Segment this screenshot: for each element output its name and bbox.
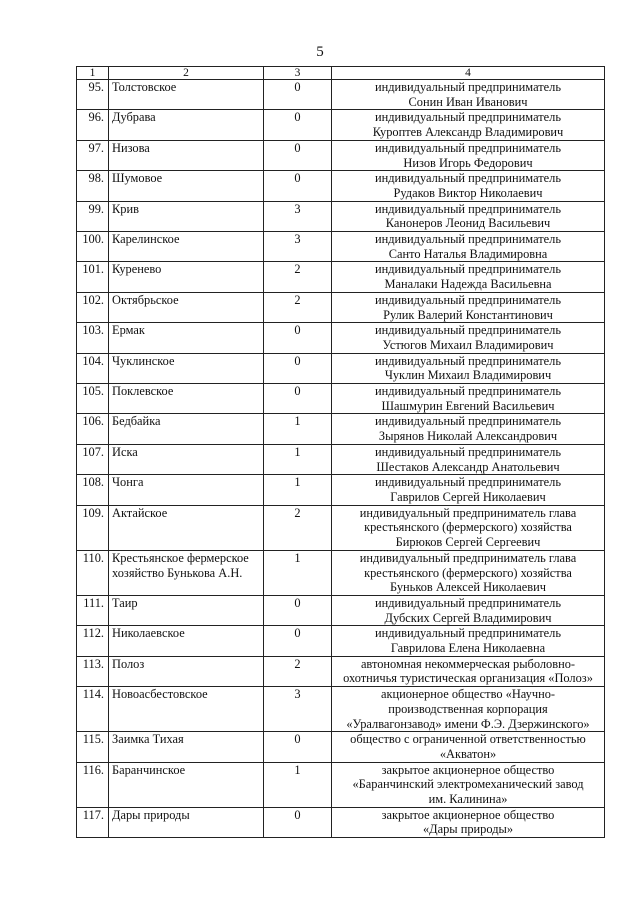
owner-line: закрытое акционерное общество: [381, 807, 555, 822]
quantity-cell: 0: [264, 626, 332, 656]
table-row: [77, 595, 605, 625]
owner-cell: [332, 384, 605, 414]
quantity-cell: 3: [264, 201, 332, 231]
quantity-cell: 3: [264, 687, 332, 732]
owner-line: Буньков Алексей Николаевич: [390, 580, 546, 595]
owner-line: Рудаков Виктор Николаевич: [393, 185, 543, 200]
owner-line: Чуклин Михаил Владимирович: [384, 368, 552, 383]
site-name-cell: Заимка Тихая: [109, 732, 264, 762]
table-row: [77, 353, 605, 383]
owner-cell: [332, 414, 605, 444]
table-row: [77, 140, 605, 170]
row-number-cell: 116.: [77, 762, 109, 807]
site-name-cell: Ермак: [109, 323, 264, 353]
owner-line: Бирюков Сергей Сергеевич: [395, 535, 541, 550]
quantity-cell: 0: [264, 171, 332, 201]
owner-line: Рулик Валерий Константинович: [383, 307, 553, 322]
row-number-cell: 114.: [77, 687, 109, 732]
owner-line: «Баранчинский электромеханический завод: [352, 777, 584, 792]
quantity-cell: 0: [264, 595, 332, 625]
quantity-cell: 0: [264, 807, 332, 837]
site-name-cell: Дубрава: [109, 110, 264, 140]
owner-line: охотничья туристическая организация «Полоз»: [343, 671, 593, 686]
owner-line: индивидуальный предприниматель: [374, 475, 561, 490]
table-row: [77, 626, 605, 656]
quantity-cell: 0: [264, 323, 332, 353]
site-name-cell: Чонга: [109, 475, 264, 505]
table-row: [77, 762, 605, 807]
owner-line: Низов Игорь Федорович: [403, 155, 533, 170]
owner-cell: [332, 505, 605, 550]
owner-line: Санто Наталья Владимировна: [388, 246, 548, 261]
site-name-cell: Иска: [109, 444, 264, 474]
quantity-cell: 0: [264, 384, 332, 414]
owner-line: индивидуальный предприниматель: [374, 626, 561, 641]
table-row: [77, 656, 605, 686]
owner-line: Дубских Сергей Владимирович: [384, 610, 552, 625]
site-name-cell: Толстовское: [109, 80, 264, 110]
owner-line: акционерное общество «Научно-: [380, 687, 556, 702]
row-number-cell: 106.: [77, 414, 109, 444]
header-row: [77, 67, 605, 80]
row-number-cell: 98.: [77, 171, 109, 201]
row-number-cell: 105.: [77, 384, 109, 414]
owner-line: крестьянского (фермерского) хозяйства: [364, 520, 572, 535]
quantity-cell: 1: [264, 444, 332, 474]
table-header: [77, 67, 605, 80]
table-row: [77, 687, 605, 732]
quantity-cell: 2: [264, 292, 332, 322]
row-number-cell: 99.: [77, 201, 109, 231]
owner-cell: [332, 292, 605, 322]
owner-line: Гаврилов Сергей Николаевич: [390, 489, 546, 504]
site-name-cell: Крив: [109, 201, 264, 231]
quantity-cell: 0: [264, 353, 332, 383]
owner-cell: [332, 262, 605, 292]
owner-cell: [332, 656, 605, 686]
owner-line: Шестаков Александр Анатольевич: [376, 459, 560, 474]
owner-cell: [332, 323, 605, 353]
quantity-cell: 2: [264, 656, 332, 686]
row-number-cell: 115.: [77, 732, 109, 762]
owner-line: индивидуальный предприниматель: [374, 384, 561, 399]
quantity-cell: 1: [264, 762, 332, 807]
row-number-cell: 109.: [77, 505, 109, 550]
site-name-cell: Шумовое: [109, 171, 264, 201]
owner-line: индивидуальный предприниматель: [374, 262, 561, 277]
owner-line: индивидуальный предприниматель: [374, 595, 561, 610]
row-number-cell: 117.: [77, 807, 109, 837]
owner-line: индивидуальный предприниматель глава: [359, 505, 577, 520]
owner-line: Маналаки Надежда Васильевна: [384, 277, 552, 292]
owner-line: индивидуальный предприниматель: [374, 171, 561, 186]
site-name-cell: Крестьянское фермерское хозяйство Бунькова А.Н.: [109, 550, 264, 595]
row-number-cell: 102.: [77, 292, 109, 322]
site-name-cell: Актайское: [109, 505, 264, 550]
table-row: [77, 171, 605, 201]
site-name-cell: Новоасбестовское: [109, 687, 264, 732]
site-name-cell: Карелинское: [109, 232, 264, 262]
row-number-cell: 104.: [77, 353, 109, 383]
row-number-cell: 111.: [77, 595, 109, 625]
owner-line: Сонин Иван Иванович: [408, 94, 528, 109]
row-number-cell: 101.: [77, 262, 109, 292]
owner-line: индивидуальный предприниматель: [374, 201, 561, 216]
owner-cell: [332, 762, 605, 807]
owner-line: автономная некоммерческая рыболовно-: [360, 656, 576, 671]
site-name-cell: Чуклинское: [109, 353, 264, 383]
owner-line: индивидуальный предприниматель: [374, 353, 561, 368]
owner-line: Зырянов Николай Александрович: [378, 429, 558, 444]
row-number-cell: 100.: [77, 232, 109, 262]
owner-cell: [332, 595, 605, 625]
owner-line: индивидуальный предприниматель глава: [359, 550, 577, 565]
owner-cell: [332, 807, 605, 837]
table-row: [77, 292, 605, 322]
owner-line: Гаврилова Елена Николаевна: [390, 641, 546, 656]
owner-cell: [332, 110, 605, 140]
page-number: 5: [316, 44, 324, 60]
owner-cell: [332, 232, 605, 262]
owner-cell: [332, 732, 605, 762]
owner-line: крестьянского (фермерского) хозяйства: [364, 565, 572, 580]
table-row: [77, 444, 605, 474]
site-name-cell: Куренево: [109, 262, 264, 292]
row-number-cell: 112.: [77, 626, 109, 656]
owner-cell: [332, 353, 605, 383]
quantity-cell: 2: [264, 262, 332, 292]
column-header-4: 4: [332, 67, 605, 80]
table-row: [77, 201, 605, 231]
owner-cell: [332, 171, 605, 201]
owner-line: общество с ограниченной ответственностью: [350, 732, 586, 747]
registry-table: [76, 66, 605, 838]
site-name-cell: Николаевское: [109, 626, 264, 656]
table-row: [77, 414, 605, 444]
table-row: [77, 807, 605, 837]
owner-line: «Дары природы»: [422, 822, 514, 837]
row-number-cell: 95.: [77, 80, 109, 110]
row-number-cell: 107.: [77, 444, 109, 474]
quantity-cell: 0: [264, 80, 332, 110]
column-header-2: 2: [109, 67, 264, 80]
owner-line: индивидуальный предприниматель: [374, 444, 561, 459]
table-row: [77, 550, 605, 595]
table-row: [77, 262, 605, 292]
owner-cell: [332, 687, 605, 732]
owner-cell: [332, 475, 605, 505]
owner-cell: [332, 140, 605, 170]
owner-cell: [332, 550, 605, 595]
owner-line: «Акватон»: [439, 746, 497, 761]
column-header-1: 1: [77, 67, 109, 80]
owner-line: индивидуальный предприниматель: [374, 292, 561, 307]
owner-line: индивидуальный предприниматель: [374, 414, 561, 429]
owner-line: Шашмурин Евгений Васильевич: [381, 398, 555, 413]
quantity-cell: 0: [264, 110, 332, 140]
row-number-cell: 113.: [77, 656, 109, 686]
table-row: [77, 323, 605, 353]
quantity-cell: 1: [264, 550, 332, 595]
owner-line: производственная корпорация: [388, 701, 548, 716]
quantity-cell: 2: [264, 505, 332, 550]
owner-line: им. Калинина»: [428, 792, 508, 807]
owner-cell: [332, 80, 605, 110]
table-row: [77, 475, 605, 505]
table-row: [77, 505, 605, 550]
owner-cell: [332, 444, 605, 474]
registry-table-container: [76, 66, 605, 838]
site-name-cell: Октябрьское: [109, 292, 264, 322]
owner-cell: [332, 201, 605, 231]
owner-line: индивидуальный предприниматель: [374, 110, 561, 125]
table-body: [77, 80, 605, 838]
table-row: [77, 732, 605, 762]
site-name-cell: Низова: [109, 140, 264, 170]
owner-line: Канонеров Леонид Васильевич: [385, 216, 551, 231]
owner-cell: [332, 626, 605, 656]
owner-line: индивидуальный предприниматель: [374, 140, 561, 155]
site-name-cell: Баранчинское: [109, 762, 264, 807]
site-name-cell: Таир: [109, 595, 264, 625]
owner-line: индивидуальный предприниматель: [374, 80, 561, 94]
owner-line: Куроптев Александр Владимирович: [372, 125, 564, 140]
table-row: [77, 80, 605, 110]
site-name-cell: Дары природы: [109, 807, 264, 837]
quantity-cell: 3: [264, 232, 332, 262]
owner-line: индивидуальный предприниматель: [374, 232, 561, 247]
site-name-cell: Поклевское: [109, 384, 264, 414]
quantity-cell: 0: [264, 732, 332, 762]
row-number-cell: 110.: [77, 550, 109, 595]
owner-line: «Уралвагонзавод» имени Ф.Э. Дзержинского»: [346, 716, 590, 731]
table-row: [77, 232, 605, 262]
table-row: [77, 384, 605, 414]
owner-line: закрытое акционерное общество: [381, 762, 555, 777]
quantity-cell: 1: [264, 414, 332, 444]
table-row: [77, 110, 605, 140]
row-number-cell: 96.: [77, 110, 109, 140]
column-header-3: 3: [264, 67, 332, 80]
quantity-cell: 0: [264, 140, 332, 170]
owner-line: Устюгов Михаил Владимирович: [382, 337, 554, 352]
row-number-cell: 108.: [77, 475, 109, 505]
row-number-cell: 103.: [77, 323, 109, 353]
quantity-cell: 1: [264, 475, 332, 505]
site-name-cell: Полоз: [109, 656, 264, 686]
site-name-cell: Бедбайка: [109, 414, 264, 444]
owner-line: индивидуальный предприниматель: [374, 323, 561, 338]
row-number-cell: 97.: [77, 140, 109, 170]
